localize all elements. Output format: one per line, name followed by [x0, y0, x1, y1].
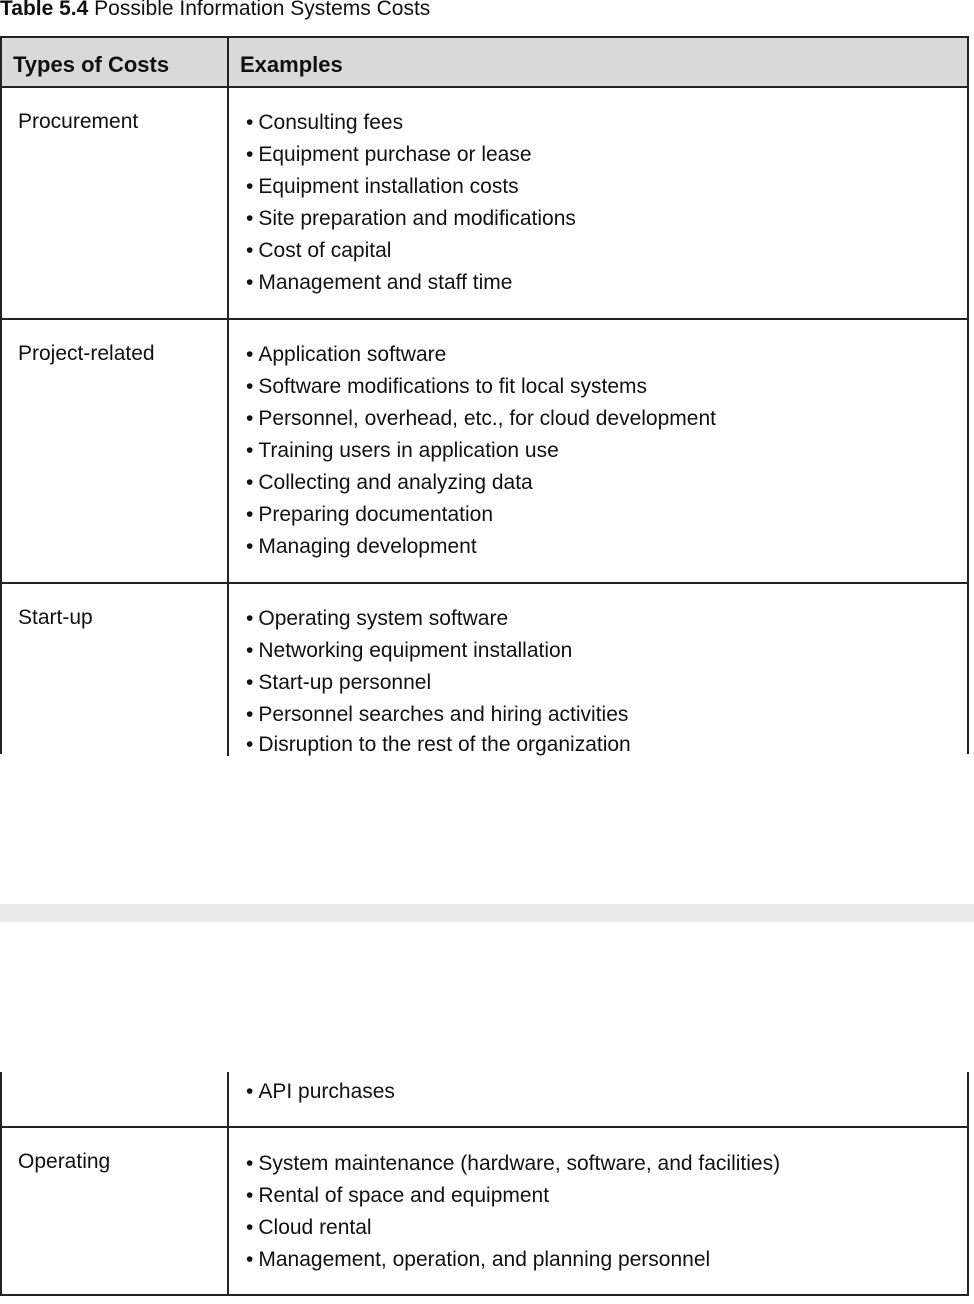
costs-table-part-2	[0, 1072, 969, 1296]
column-divider	[227, 1128, 229, 1294]
list-item: • Cloud rental	[246, 1212, 780, 1244]
table-title: Possible Information Systems Costs	[94, 0, 431, 20]
cost-type: Procurement	[18, 110, 139, 133]
list-item: • Site preparation and modifications	[246, 203, 576, 235]
example-list	[246, 603, 631, 756]
list-item: • Networking equipment installation	[246, 635, 631, 667]
list-item: • Operating system software	[246, 603, 631, 635]
example-list	[246, 1148, 780, 1276]
header-types-of-costs: Types of Costs	[13, 52, 170, 77]
list-item: • Rental of space and equipment	[246, 1180, 780, 1212]
table-row	[2, 88, 967, 318]
list-item: • Software modifications to fit local systems	[246, 371, 716, 403]
list-item: • Managing development	[246, 531, 716, 563]
column-divider	[227, 584, 229, 756]
list-item: • Personnel, overhead, etc., for cloud development	[246, 403, 716, 435]
list-item: • Collecting and analyzing data	[246, 467, 716, 499]
list-item: • Equipment purchase or lease	[246, 139, 576, 171]
list-item: • Equipment installation costs	[246, 171, 576, 203]
column-divider	[227, 38, 229, 86]
table-row	[2, 1128, 967, 1294]
table-caption	[0, 0, 430, 23]
column-divider	[227, 320, 229, 582]
cost-type: Start-up	[18, 606, 93, 629]
list-item: • Preparing documentation	[246, 499, 716, 531]
list-item: • Cost of capital	[246, 235, 576, 267]
list-item: • Application software	[246, 339, 716, 371]
costs-table-part-1	[0, 36, 969, 754]
column-divider	[227, 1072, 229, 1126]
list-item: • Start-up personnel	[246, 667, 631, 699]
list-item: • Management, operation, and planning personnel	[246, 1244, 780, 1276]
list-item: • Management and staff time	[246, 267, 576, 299]
example-list	[246, 107, 576, 299]
column-divider	[227, 88, 229, 318]
table-row	[2, 1072, 967, 1126]
table-number: Table 5.4	[0, 0, 89, 20]
example-list	[246, 339, 716, 563]
table-row	[2, 584, 967, 756]
list-item: • Personnel searches and hiring activities	[246, 699, 631, 731]
example-list	[246, 1076, 395, 1108]
cost-type: Operating	[18, 1150, 111, 1173]
list-item: • Training users in application use	[246, 435, 716, 467]
table-header-row	[2, 38, 967, 86]
list-item: • System maintenance (hardware, software, and facilities)	[246, 1148, 780, 1180]
header-examples: Examples	[240, 52, 343, 77]
cost-type: Project-related	[18, 342, 155, 365]
page-break-bar	[0, 904, 974, 922]
list-item: • Disruption to the rest of the organization	[246, 731, 631, 756]
list-item: • API purchases	[246, 1076, 395, 1108]
list-item: • Consulting fees	[246, 107, 576, 139]
table-row	[2, 320, 967, 582]
